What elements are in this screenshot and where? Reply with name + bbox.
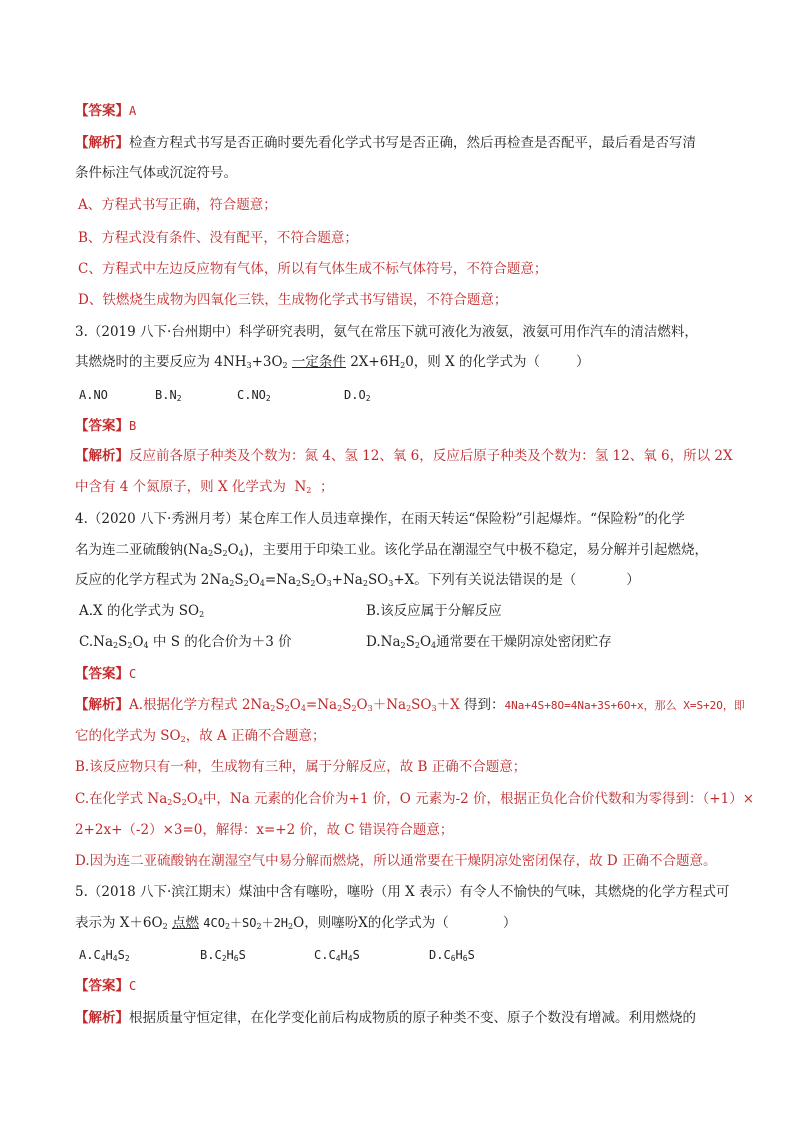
option-text: B.该反应属于分解反应	[366, 603, 502, 619]
option-d	[429, 945, 475, 965]
question-text: +3O	[251, 354, 283, 370]
analysis-line	[75, 851, 717, 871]
analysis-text: O	[356, 697, 368, 713]
subscript: 4	[197, 798, 203, 807]
subscript: 2	[337, 704, 343, 713]
subscript: 6	[462, 954, 468, 963]
analysis-text: 中含有 4 个氮原子，则 X 化学式为	[75, 479, 286, 495]
option-text: S	[118, 634, 128, 650]
question-text: +Na	[331, 572, 363, 588]
analysis-text: 它的化学式为 SO	[75, 728, 181, 744]
analysis-label: 【解析】	[75, 135, 129, 151]
question-text: ＋SO	[230, 916, 257, 930]
option-text: C.C	[314, 948, 336, 962]
subscript: 3	[246, 361, 252, 370]
answer-label: 【答案】	[75, 978, 129, 994]
analysis-text: =Na	[305, 697, 338, 713]
answer-value: B	[129, 419, 137, 433]
option-text: H	[226, 948, 234, 962]
analysis-text: N	[294, 479, 307, 495]
option-a	[79, 601, 204, 621]
option-text: A.NO	[79, 388, 108, 402]
answer-line	[75, 664, 136, 684]
analysis-text: ，故 A 正确不合题意；	[185, 728, 326, 744]
question-text: =Na	[264, 572, 297, 588]
subscript: 2	[243, 579, 249, 588]
analysis-text: 根据质量守恒定律，在化学变化前后构成物质的原子种类不变、原子个数没有增减。利用燃烧的	[129, 1010, 696, 1026]
subscript: 2	[222, 549, 228, 558]
subscript: 2	[406, 704, 412, 713]
option-a	[79, 945, 130, 965]
option-text: O	[419, 634, 432, 650]
analysis-text: 4Na+4S+8O=4Na+3S+6O+x，那么 X=S+2O，即	[504, 699, 745, 712]
question-text: S	[213, 542, 223, 558]
subscript: 2	[167, 798, 173, 807]
analysis-text: O	[289, 697, 301, 713]
option-text: 通常要在干燥阴凉处密闭贮存	[436, 634, 612, 650]
question-5-stem	[75, 882, 730, 902]
subscript: 2	[221, 954, 227, 963]
option-text: A.X 的化学式为 SO	[79, 603, 200, 619]
question-text: 5.（2018 八下·滨江期末）煤油中含有噻吩，噻吩（用 X 表示）有令人不愉快的气味，其燃烧的化学方程式可	[75, 884, 730, 900]
subscript: 2	[124, 954, 130, 963]
option-text: H	[455, 948, 463, 962]
question-text: +X。下列有关说法错误的是（	[393, 572, 577, 588]
question-text: ）	[626, 572, 640, 588]
subscript: 2	[414, 641, 420, 650]
analysis-text: 条件标注气体或沉淀符号。	[75, 165, 237, 181]
analysis-line: 【解析】A.根据化学方程式 $2Na_2S_2O_4=Na_2S_2O_3+Na_2SO_3+X$ 得到：4Na+4S+8O=4Na+3S+6O+x，那么 X=S+2O，即	[75, 697, 745, 713]
question-text: ）	[575, 354, 590, 370]
option-b	[155, 385, 182, 405]
subscript: 6	[450, 954, 456, 963]
question-3-stem	[75, 322, 698, 342]
subscript: 2	[208, 549, 214, 558]
question-text: 反应的化学方程式为 2Na	[75, 572, 230, 588]
subscript: 2	[113, 641, 119, 650]
analysis-text: S	[342, 697, 352, 713]
analysis-text: D.因为连二亚硫酸钠在潮湿空气中易分解而燃烧，所以通常要在干燥阴凉处密闭保存，故 D 正确不合题意。	[75, 853, 717, 869]
analysis-line	[75, 133, 696, 153]
subscript: 2	[400, 361, 406, 370]
subscript: 4	[335, 954, 341, 963]
subscript: 6	[233, 954, 239, 963]
option-text: S	[405, 634, 415, 650]
question-text: 其燃烧时的主要反应为 4NH	[75, 354, 247, 370]
analysis-line	[75, 477, 333, 497]
analysis-text: B.该反应物只有一种，生成物有三种，属于分解反应，故 B 正确不合题意；	[75, 759, 527, 775]
question-text: O，则噻吩X的化学式为（	[293, 915, 449, 931]
option-d	[344, 385, 371, 405]
question-text: ＋2H	[261, 916, 289, 930]
subscript: 3	[326, 579, 332, 588]
subscript: 2	[282, 361, 288, 370]
question-text: 4CO	[203, 916, 225, 930]
analysis-text: D、铁燃烧生成物为四氧化三铁，生成物化学式书写错误，不符合题意；	[78, 292, 508, 308]
analysis-line	[75, 820, 453, 840]
subscript: 2	[176, 394, 182, 403]
question-text: 0，则 X 的化学式为（	[405, 354, 540, 370]
subscript: 2	[362, 579, 368, 588]
analysis-label: 【解析】	[75, 697, 129, 713]
subscript: 2	[365, 394, 371, 403]
option-b	[366, 601, 502, 621]
question-4-stem	[75, 540, 708, 560]
question-text: SO	[367, 572, 389, 588]
answer-line	[75, 416, 136, 436]
subscript: 2	[296, 579, 302, 588]
question-4-stem	[75, 509, 685, 529]
analysis-text: S	[275, 697, 285, 713]
analysis-text: S	[172, 791, 182, 807]
option-text: H	[105, 948, 113, 962]
answer-value: A	[129, 104, 137, 118]
analysis-option-a	[78, 195, 277, 215]
analysis-line	[75, 1008, 696, 1028]
answer-value: C	[129, 667, 137, 681]
analysis-text: C.在化学式 Na	[75, 791, 168, 807]
subscript: 2	[284, 704, 290, 713]
analysis-text: A、方程式书写正确，符合题意；	[78, 197, 277, 213]
subscript: 2	[180, 735, 186, 744]
subscript: 2	[351, 704, 357, 713]
subscript: 2	[400, 641, 406, 650]
subscript: 2	[256, 922, 262, 931]
subscript: 4	[238, 549, 244, 558]
answer-line	[75, 976, 136, 996]
question-text: )，主要用于印染工业。该化学品在潮湿空气中极不稳定，易分解并引起燃烧，	[243, 542, 709, 558]
question-text: 4.（2020 八下·秀洲月考）某仓库工作人员违章操作，在雨天转运“保险粉”引起爆炸。“保险粉”的化学	[75, 511, 685, 527]
analysis-text: O	[186, 791, 198, 807]
option-text: D.C	[429, 948, 451, 962]
option-text: B.C	[200, 948, 222, 962]
option-a	[79, 385, 108, 405]
subscript: 4	[100, 954, 106, 963]
option-text: S	[238, 948, 246, 962]
question-4-stem	[75, 570, 640, 590]
subscript: 3	[388, 579, 394, 588]
reaction-condition: 一定条件	[291, 354, 346, 370]
option-text: S	[467, 948, 475, 962]
option-text: O	[132, 634, 144, 650]
answer-label: 【答案】	[75, 666, 129, 682]
analysis-text: SO	[411, 697, 432, 713]
subscript: 2	[270, 704, 276, 713]
reaction-condition: 点燃	[171, 915, 199, 931]
subscript: 4	[112, 954, 118, 963]
option-c	[79, 632, 292, 652]
option-text: S	[352, 948, 360, 962]
answer-label: 【答案】	[75, 418, 129, 434]
analysis-text: C、方程式中左边反应物有气体，所以有气体生成不标气体符号，不符合题意；	[78, 261, 548, 277]
subscript: 4	[431, 641, 437, 650]
option-text: C.Na	[79, 634, 114, 650]
question-text: S	[301, 572, 311, 588]
analysis-text: 检查方程式书写是否正确时要先看化学式书写是否正确，然后再检查是否配平，最后看是否写清	[129, 135, 696, 151]
subscript: 2	[181, 798, 187, 807]
question-text: S	[234, 572, 244, 588]
question-text: 3.（2019 八下·台州期中）科学研究表明，氨气在常压下就可液化为液氨，液氨可用作汽车的清洁燃料，	[75, 324, 698, 340]
subscript: 2	[229, 579, 235, 588]
subscript: 3	[431, 704, 437, 713]
analysis-line	[75, 163, 237, 183]
analysis-line	[75, 726, 326, 746]
analysis-text: A.根据化学方程式 2Na	[129, 697, 271, 713]
analysis-line	[75, 789, 754, 809]
subscript: 2	[224, 922, 231, 931]
analysis-text: 2+2x+（-2）×3=0，解得：x=+2 价，故 C 错误符合题意；	[75, 822, 454, 838]
question-text: ）	[502, 915, 517, 931]
analysis-label: 【解析】	[75, 1010, 129, 1026]
analysis-option-d	[78, 290, 507, 310]
answer-line	[75, 101, 136, 121]
question-text: O	[227, 542, 239, 558]
subscript: 2	[306, 486, 312, 495]
subscript: 4	[300, 704, 306, 713]
question-text: 2X+6H	[350, 354, 401, 370]
option-text: A.C	[79, 948, 101, 962]
analysis-text: 得到：	[464, 697, 505, 713]
subscript: 2	[265, 394, 271, 403]
option-text: B.N	[155, 388, 177, 402]
question-text: 表示为 X＋6O	[75, 915, 163, 931]
question-3-stem	[75, 352, 589, 372]
option-text: H	[340, 948, 348, 962]
subscript: 2	[127, 641, 133, 650]
option-d	[366, 632, 612, 652]
subscript: 2	[199, 610, 205, 619]
option-text: C.NO	[237, 388, 266, 402]
option-text: D.Na	[366, 634, 401, 650]
option-text: 中 S 的化合价为＋3 价	[152, 634, 292, 650]
subscript: 2	[310, 579, 316, 588]
subscript: 2	[162, 922, 168, 931]
analysis-label: 【解析】	[75, 448, 129, 464]
analysis-text: ；	[319, 479, 334, 495]
analysis-text: B、方程式没有条件、没有配平，不符合题意；	[78, 230, 358, 246]
option-c	[237, 385, 271, 405]
analysis-text: 反应前各原子种类及个数为：氮 4、氢 12、氧 6，反应后原子种类及个数为：氢 12、氧 6，所以 2X	[129, 448, 733, 464]
subscript: 4	[347, 954, 353, 963]
subscript: 4	[143, 641, 149, 650]
subscript: 4	[259, 579, 265, 588]
question-text: 名为连二亚硫酸钠(Na	[75, 542, 209, 558]
question-5-stem	[75, 913, 516, 933]
analysis-line	[75, 757, 526, 777]
analysis-line	[75, 446, 733, 466]
question-text: O	[315, 572, 327, 588]
analysis-option-c	[78, 259, 547, 279]
subscript: 3	[367, 704, 373, 713]
option-c	[314, 945, 360, 965]
analysis-option-b	[78, 228, 358, 248]
question-text: O	[248, 572, 260, 588]
answer-value: C	[129, 979, 137, 993]
analysis-text: 中，Na 元素的化合价为+1 价，O 元素为-2 价，根据正负化合价代数和为零得到：（+1）×	[202, 791, 755, 807]
subscript: 2	[288, 922, 294, 931]
answer-label: 【答案】	[75, 103, 129, 119]
option-b	[200, 945, 246, 965]
option-text: D.O	[344, 388, 366, 402]
option-text: S	[117, 948, 125, 962]
